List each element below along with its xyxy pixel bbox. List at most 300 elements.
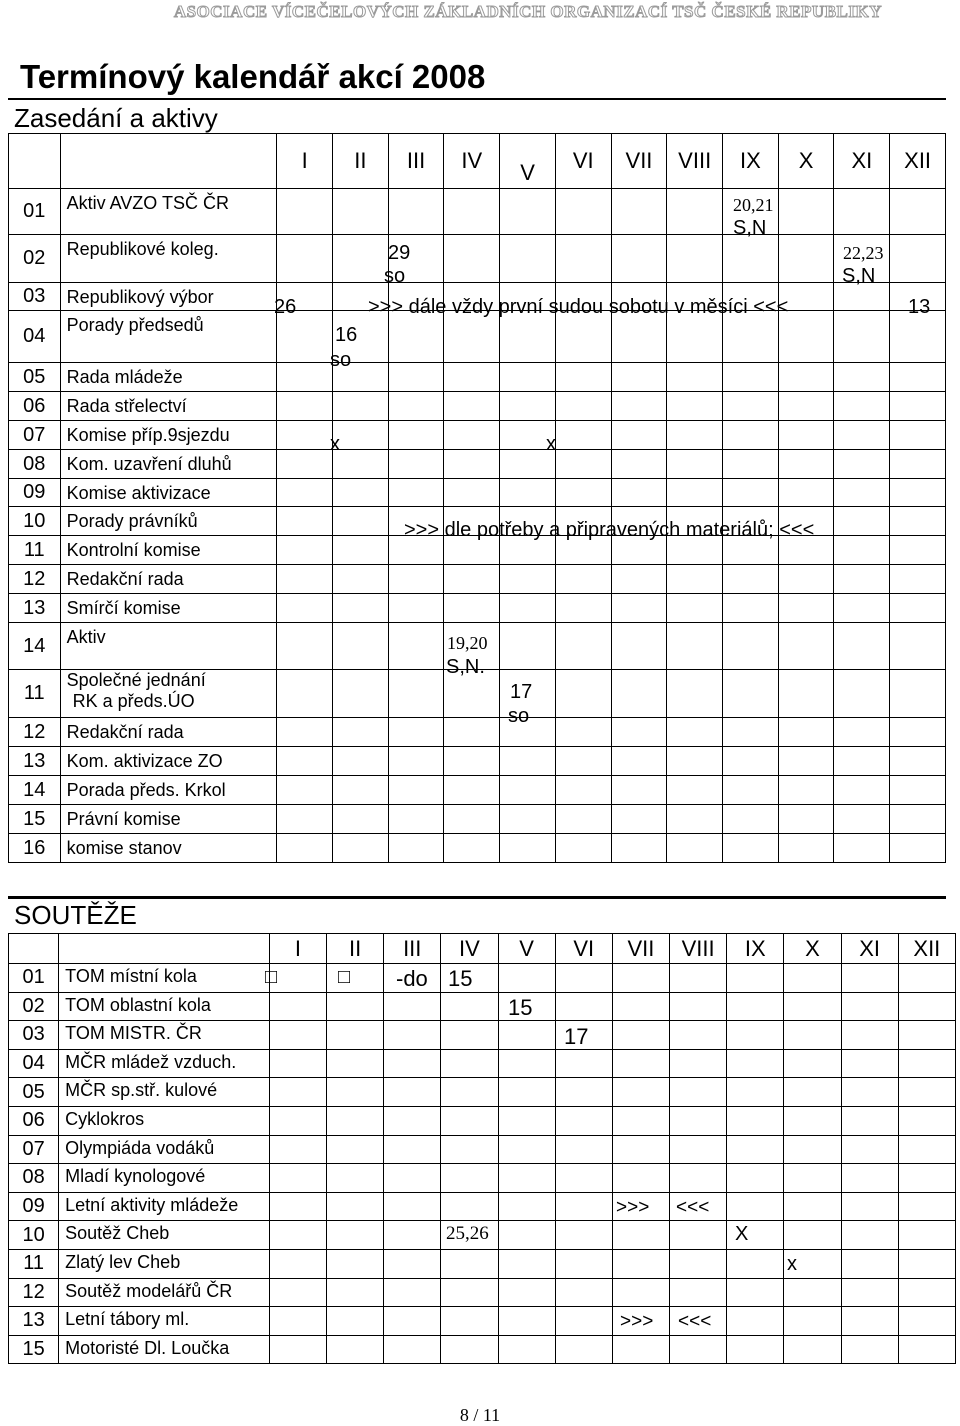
month-cell: [778, 363, 834, 392]
row-name: [60, 283, 277, 311]
month-cell: [778, 235, 834, 283]
month-cell: [890, 392, 946, 421]
row-name-text: Redakční rada: [66, 722, 184, 742]
title-rule: [8, 98, 946, 100]
month-header: VII: [611, 134, 667, 189]
month-cell: [727, 1164, 784, 1193]
month-cell: [326, 1221, 383, 1250]
row-number: 05: [9, 1078, 59, 1107]
month-cell: [841, 1164, 898, 1193]
header-num-cell: [9, 934, 59, 964]
month-cell: [333, 623, 389, 670]
month-cell: [834, 450, 890, 479]
month-cell: [723, 718, 779, 747]
row-name-text: Porady předsedů: [66, 315, 204, 335]
month-cell: [269, 1249, 326, 1278]
month-cell: [333, 450, 389, 479]
month-cell: [723, 363, 779, 392]
row-name: [60, 718, 277, 747]
row-name-text: Rada mládeže: [66, 367, 183, 387]
entry-day: so: [384, 265, 406, 287]
month-header: VIII: [670, 934, 727, 964]
month-cell: [727, 1078, 784, 1107]
month-cell: [388, 776, 444, 805]
month-cell: [611, 479, 667, 507]
month-header: II: [333, 134, 389, 189]
month-cell: [277, 594, 333, 623]
month-header: VIII: [667, 134, 723, 189]
month-cell: [441, 1249, 498, 1278]
months-header-row: [9, 934, 956, 964]
month-cell: [612, 1164, 669, 1193]
row-number: 14: [9, 623, 61, 670]
row-name: [60, 392, 277, 421]
entry-date: 17: [564, 1024, 589, 1049]
month-cell: [670, 1106, 727, 1135]
month-cell: [500, 805, 556, 834]
month-cell: [498, 1278, 555, 1307]
row-number: 14: [9, 776, 61, 805]
month-cell: [670, 1278, 727, 1307]
row-number: 12: [9, 1278, 59, 1307]
months-header-row: [9, 134, 946, 189]
month-cell: [500, 565, 556, 594]
month-cell: [555, 1164, 612, 1193]
month-cell: [834, 565, 890, 594]
month-cell: [778, 479, 834, 507]
month-cell: [784, 1078, 841, 1107]
entry-days: S,N: [733, 217, 767, 239]
month-cell: [326, 1135, 383, 1164]
month-cell: [841, 1278, 898, 1307]
row-name: [60, 507, 277, 536]
month-cell: [441, 1335, 498, 1364]
month-cell: [555, 1078, 612, 1107]
row-number: 08: [9, 1164, 59, 1193]
month-cell: [498, 1249, 555, 1278]
month-cell: [555, 1049, 612, 1078]
month-cell: [498, 1307, 555, 1336]
month-cell: [898, 1249, 955, 1278]
month-header: XII: [890, 134, 946, 189]
row-name: [60, 450, 277, 479]
month-cell: [498, 1335, 555, 1364]
month-cell: [667, 670, 723, 718]
row-number: 10: [9, 1221, 59, 1250]
month-cell: [333, 776, 389, 805]
month-cell: [778, 623, 834, 670]
month-cell: [723, 776, 779, 805]
entry-mark: x: [330, 433, 340, 455]
month-cell: [384, 1192, 441, 1221]
month-cell: [834, 392, 890, 421]
entry-end: 13: [908, 296, 931, 318]
month-cell: [611, 189, 667, 235]
row-number: 05: [9, 363, 61, 392]
row-name-text: komise stanov: [66, 838, 182, 858]
competitions-table: [8, 933, 956, 1364]
month-cell: [834, 623, 890, 670]
month-cell: [333, 421, 389, 450]
month-cell: [326, 1278, 383, 1307]
row-name: MČR mládež vzduch.: [59, 1049, 270, 1078]
row-number: 09: [9, 1192, 59, 1221]
row-name: Soutěž Cheb: [59, 1221, 270, 1250]
month-cell: [778, 189, 834, 235]
month-cell: [326, 1335, 383, 1364]
month-cell: [498, 1221, 555, 1250]
month-cell: [388, 479, 444, 507]
month-cell: [778, 392, 834, 421]
row-name: [60, 565, 277, 594]
row-name-text: Kom. aktivizace ZO: [66, 751, 223, 771]
table-row: [9, 1164, 956, 1193]
row-number: 13: [9, 747, 61, 776]
row-name: [60, 421, 277, 450]
month-cell: [326, 992, 383, 1021]
month-cell: [834, 670, 890, 718]
row-name: [60, 670, 277, 718]
month-cell: [612, 1249, 669, 1278]
row-name: [60, 747, 277, 776]
month-cell: [841, 1078, 898, 1107]
month-cell: [898, 1278, 955, 1307]
month-cell: [444, 363, 500, 392]
month-cell: [384, 1335, 441, 1364]
month-cell: [500, 594, 556, 623]
page-number: 8 / 11: [459, 1405, 501, 1425]
month-cell: [500, 623, 556, 670]
month-cell: [444, 594, 500, 623]
table-row: [9, 1078, 956, 1107]
month-cell: [670, 1221, 727, 1250]
month-cell: [555, 1307, 612, 1336]
month-cell: [670, 1078, 727, 1107]
table-row: [9, 363, 946, 392]
month-cell: [333, 536, 389, 565]
month-cell: [667, 235, 723, 283]
month-cell: [269, 1078, 326, 1107]
table-row: [9, 189, 946, 235]
month-header: XI: [834, 134, 890, 189]
row-name: TOM MISTR. ČR: [59, 1021, 270, 1050]
month-cell: [670, 1049, 727, 1078]
month-cell: [326, 1078, 383, 1107]
month-cell: [784, 1135, 841, 1164]
month-cell: [277, 450, 333, 479]
row-name: Mladí kynologové: [59, 1164, 270, 1193]
month-cell: [778, 421, 834, 450]
month-cell: [727, 1021, 784, 1050]
row-name: Letní aktivity mládeže: [59, 1192, 270, 1221]
month-cell: [723, 479, 779, 507]
month-header: IV: [441, 934, 498, 964]
month-cell: [333, 392, 389, 421]
row-number: 07: [9, 421, 61, 450]
month-cell: [841, 1135, 898, 1164]
month-cell: [498, 1192, 555, 1221]
row-number: 07: [9, 1135, 59, 1164]
row-name-text: Republikové koleg.: [66, 239, 219, 259]
section-rule: [8, 896, 946, 899]
entry-days: S,N.: [446, 656, 485, 678]
month-cell: [834, 189, 890, 235]
month-cell: [841, 1307, 898, 1336]
month-cell: [611, 594, 667, 623]
row-name: Letní tábory ml.: [59, 1307, 270, 1336]
month-cell: [384, 1278, 441, 1307]
month-cell: [612, 1221, 669, 1250]
entry-checkbox: □: [338, 966, 351, 988]
month-cell: [667, 189, 723, 235]
entry-date: 15: [508, 995, 533, 1020]
month-cell: [841, 992, 898, 1021]
row-name: [60, 536, 277, 565]
month-header: VI: [555, 134, 611, 189]
month-cell: [834, 311, 890, 363]
month-cell: [555, 1335, 612, 1364]
row-name-text: Redakční rada: [66, 569, 184, 589]
month-cell: [269, 1049, 326, 1078]
month-cell: [500, 776, 556, 805]
month-cell: [333, 594, 389, 623]
table-row: [9, 1335, 956, 1364]
row-name: [60, 479, 277, 507]
month-cell: [444, 805, 500, 834]
month-cell: [388, 805, 444, 834]
month-cell: [898, 1135, 955, 1164]
month-cell: [727, 1135, 784, 1164]
month-cell: [388, 421, 444, 450]
table-row: [9, 805, 946, 834]
month-cell: [727, 1307, 784, 1336]
month-header: II: [326, 934, 383, 964]
month-cell: [333, 834, 389, 863]
month-cell: [612, 992, 669, 1021]
month-cell: [898, 992, 955, 1021]
row-name-text: Společné jednání: [66, 670, 206, 690]
table-row: [9, 565, 946, 594]
month-cell: [611, 834, 667, 863]
table-row: [9, 1278, 956, 1307]
month-cell: [612, 1106, 669, 1135]
entry-date: 20,21: [733, 195, 774, 215]
month-cell: [500, 834, 556, 863]
month-cell: [384, 1078, 441, 1107]
month-cell: [670, 964, 727, 993]
month-cell: [898, 1078, 955, 1107]
month-cell: [388, 363, 444, 392]
month-cell: [277, 479, 333, 507]
month-cell: [277, 805, 333, 834]
month-cell: [388, 747, 444, 776]
entry-note: >>> dále vždy první sudou sobotu v měsíci <<<: [368, 296, 789, 318]
month-cell: [723, 450, 779, 479]
row-name-text: Smírčí komise: [66, 598, 181, 618]
month-cell: [784, 1278, 841, 1307]
month-cell: [778, 594, 834, 623]
table-row: [9, 450, 946, 479]
row-name: [60, 805, 277, 834]
month-cell: [784, 964, 841, 993]
month-cell: [555, 189, 611, 235]
month-cell: [384, 1249, 441, 1278]
month-cell: [611, 450, 667, 479]
row-number: 13: [9, 1307, 59, 1336]
month-cell: [611, 776, 667, 805]
row-number: 03: [9, 1021, 59, 1050]
row-name: Soutěž modelářů ČR: [59, 1278, 270, 1307]
month-cell: [277, 421, 333, 450]
month-cell: [498, 964, 555, 993]
month-cell: [670, 1135, 727, 1164]
month-cell: [441, 1021, 498, 1050]
month-cell: [890, 479, 946, 507]
month-cell: [388, 834, 444, 863]
month-cell: [784, 1221, 841, 1250]
month-cell: [890, 450, 946, 479]
month-header: VII: [612, 934, 669, 964]
month-cell: [898, 1221, 955, 1250]
month-cell: [269, 1221, 326, 1250]
month-cell: [384, 992, 441, 1021]
month-cell: [667, 565, 723, 594]
month-cell: [277, 718, 333, 747]
month-cell: [333, 507, 389, 536]
month-cell: [834, 507, 890, 536]
month-cell: [444, 776, 500, 805]
table-row: [9, 718, 946, 747]
entry-day: so: [508, 705, 530, 727]
month-cell: [834, 718, 890, 747]
month-header: V: [500, 134, 556, 189]
row-name-text: Republikový výbor: [66, 287, 214, 307]
row-name-text: Aktiv: [66, 627, 106, 647]
month-cell: [384, 1049, 441, 1078]
month-cell: [890, 718, 946, 747]
row-name-text: Rada střelectví: [66, 396, 187, 416]
month-cell: [555, 479, 611, 507]
month-cell: [277, 776, 333, 805]
month-cell: [723, 747, 779, 776]
month-cell: [555, 1106, 612, 1135]
month-cell: [611, 235, 667, 283]
month-header: X: [784, 934, 841, 964]
month-header: III: [384, 934, 441, 964]
month-cell: [898, 1106, 955, 1135]
month-cell: [498, 1021, 555, 1050]
row-number: 16: [9, 834, 61, 863]
month-cell: [890, 834, 946, 863]
row-name: [60, 363, 277, 392]
month-cell: [667, 747, 723, 776]
month-cell: [441, 1106, 498, 1135]
month-cell: [841, 1335, 898, 1364]
month-cell: [667, 594, 723, 623]
month-cell: [333, 718, 389, 747]
month-cell: [498, 1135, 555, 1164]
table-row: [9, 1192, 956, 1221]
row-number: 01: [9, 964, 59, 993]
month-cell: [667, 718, 723, 747]
month-cell: [384, 1221, 441, 1250]
entry-date: 15: [448, 966, 473, 991]
month-cell: [500, 747, 556, 776]
month-cell: [723, 392, 779, 421]
month-cell: [498, 1106, 555, 1135]
month-cell: [555, 235, 611, 283]
month-cell: [333, 235, 389, 283]
month-cell: [555, 747, 611, 776]
month-cell: [778, 747, 834, 776]
row-number: 08: [9, 450, 61, 479]
month-cell: [723, 805, 779, 834]
month-cell: [612, 1335, 669, 1364]
entry-mark: x: [787, 1253, 797, 1275]
month-cell: [611, 718, 667, 747]
row-number: 13: [9, 594, 61, 623]
entry-date: 25,26: [446, 1223, 489, 1244]
table-row: [9, 1106, 956, 1135]
month-cell: [441, 1307, 498, 1336]
month-cell: [333, 747, 389, 776]
month-cell: [444, 834, 500, 863]
month-cell: [890, 507, 946, 536]
table-row: [9, 747, 946, 776]
month-cell: [498, 1049, 555, 1078]
month-cell: [778, 565, 834, 594]
month-cell: [333, 670, 389, 718]
row-number: 11: [9, 1249, 59, 1278]
row-name-text: Porady právníků: [66, 511, 198, 531]
row-name-text: Aktiv AVZO TSČ ČR: [66, 193, 229, 213]
row-name-text: Právní komise: [66, 809, 181, 829]
month-cell: [834, 536, 890, 565]
month-cell: [667, 421, 723, 450]
month-cell: [727, 1335, 784, 1364]
month-cell: [326, 964, 383, 993]
month-cell: [555, 623, 611, 670]
month-cell: [444, 421, 500, 450]
row-name-text-line2: RK a předs.ÚO: [72, 691, 195, 711]
month-cell: [555, 1192, 612, 1221]
table-row: [9, 834, 946, 863]
row-number: 06: [9, 392, 61, 421]
row-name: [60, 594, 277, 623]
month-cell: [441, 992, 498, 1021]
month-cell: [727, 1278, 784, 1307]
month-cell: [277, 235, 333, 283]
month-cell: [269, 1278, 326, 1307]
month-cell: [612, 964, 669, 993]
row-number: 04: [9, 311, 61, 363]
month-cell: [670, 1164, 727, 1193]
table-row: [9, 964, 956, 993]
row-name: [60, 623, 277, 670]
month-cell: [778, 834, 834, 863]
month-cell: [388, 594, 444, 623]
month-cell: [269, 1021, 326, 1050]
month-cell: [727, 964, 784, 993]
row-name: Motoristé Dl. Loučka: [59, 1335, 270, 1364]
month-cell: [333, 805, 389, 834]
month-header: X: [778, 134, 834, 189]
month-cell: [898, 1335, 955, 1364]
month-cell: [784, 1049, 841, 1078]
month-cell: [834, 594, 890, 623]
row-number: 02: [9, 992, 59, 1021]
month-cell: [384, 1106, 441, 1135]
